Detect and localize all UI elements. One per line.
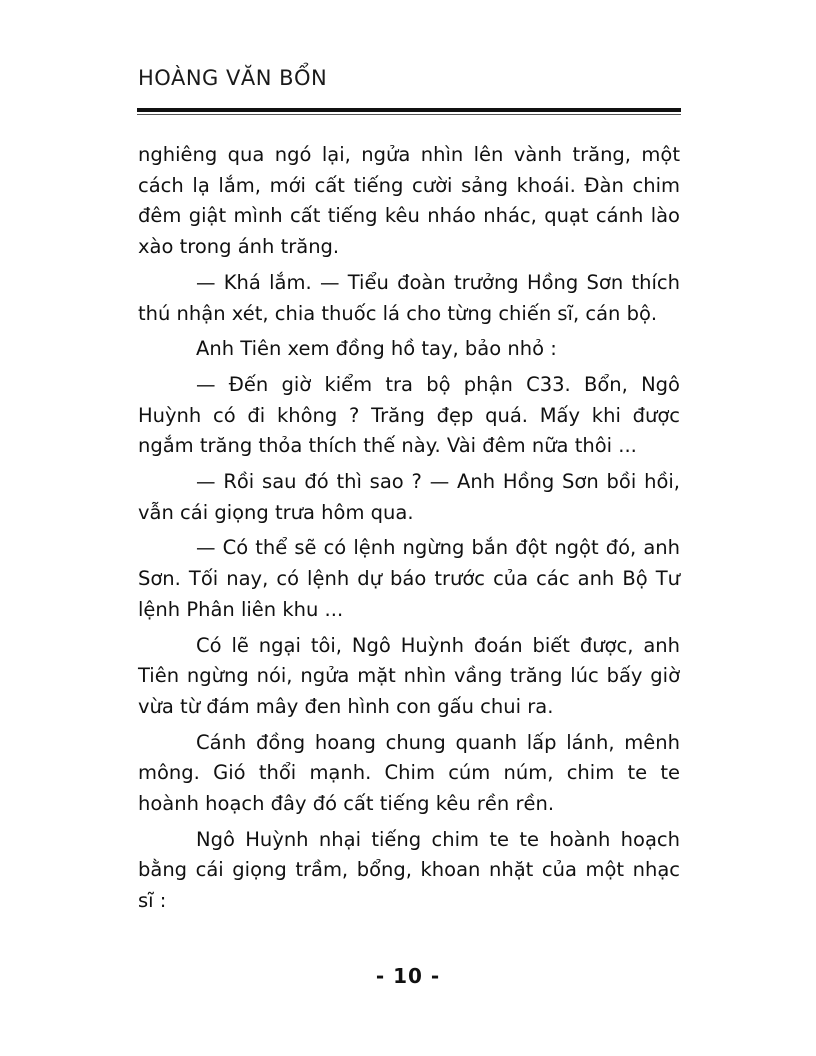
- paragraph: Có lẽ ngại tôi, Ngô Huỳnh đoán biết được, anh Tiên ngừng nói, ngửa mặt nhìn vầng trăng lúc bấy giờ vừa từ đám mây đen hình con gấu chui ra.: [138, 633, 680, 718]
- header-rule: [137, 108, 681, 112]
- paragraph: Anh Tiên xem đồng hồ tay, bảo nhỏ :: [196, 337, 557, 361]
- paragraph: Cánh đồng hoang chung quanh lấp lánh, mênh mông. Gió thổi mạnh. Chim cúm núm, chim te te hoành hoạch đây đó cất tiếng kêu rền rền.: [138, 730, 680, 816]
- page-number: - 10 -: [375, 964, 441, 988]
- paragraph: — Rồi sau đó thì sao ? — Anh Hồng Sơn bồi hồi, vẫn cái giọng trưa hôm qua.: [138, 470, 680, 524]
- paragraph: — Đến giờ kiểm tra bộ phận C33. Bổn, Ngô Huỳnh có đi không ? Trăng đẹp quá. Mấy khi được ngắm trăng thỏa thích thế này. Vài đêm nữa thôi ...: [138, 372, 680, 458]
- header-rule-thin: [137, 114, 681, 115]
- body-text: [138, 140, 680, 917]
- paragraph: nghiêng qua ngó lại, ngửa nhìn lên vành trăng, một cách lạ lắm, mới cất tiếng cười sảng khoái. Đàn chim đêm giật mình cất tiếng kêu nháo nhác, quạt cánh lào xào trong ánh trăng.: [138, 143, 680, 259]
- running-header: HOÀNG VĂN BỔN: [138, 66, 328, 90]
- paragraph: Ngô Huỳnh nhại tiếng chim te te hoành hoạch bằng cái giọng trầm, bổng, khoan nhặt của một nhạc sĩ :: [138, 827, 680, 913]
- paragraph: — Có thể sẽ có lệnh ngừng bắn đột ngột đó, anh Sơn. Tối nay, có lệnh dự báo trước của các anh Bộ Tư lệnh Phân liên khu ...: [138, 536, 680, 621]
- paragraph: — Khá lắm. — Tiểu đoàn trưởng Hồng Sơn thích thú nhận xét, chia thuốc lá cho từng chiến sĩ, cán bộ.: [138, 270, 680, 325]
